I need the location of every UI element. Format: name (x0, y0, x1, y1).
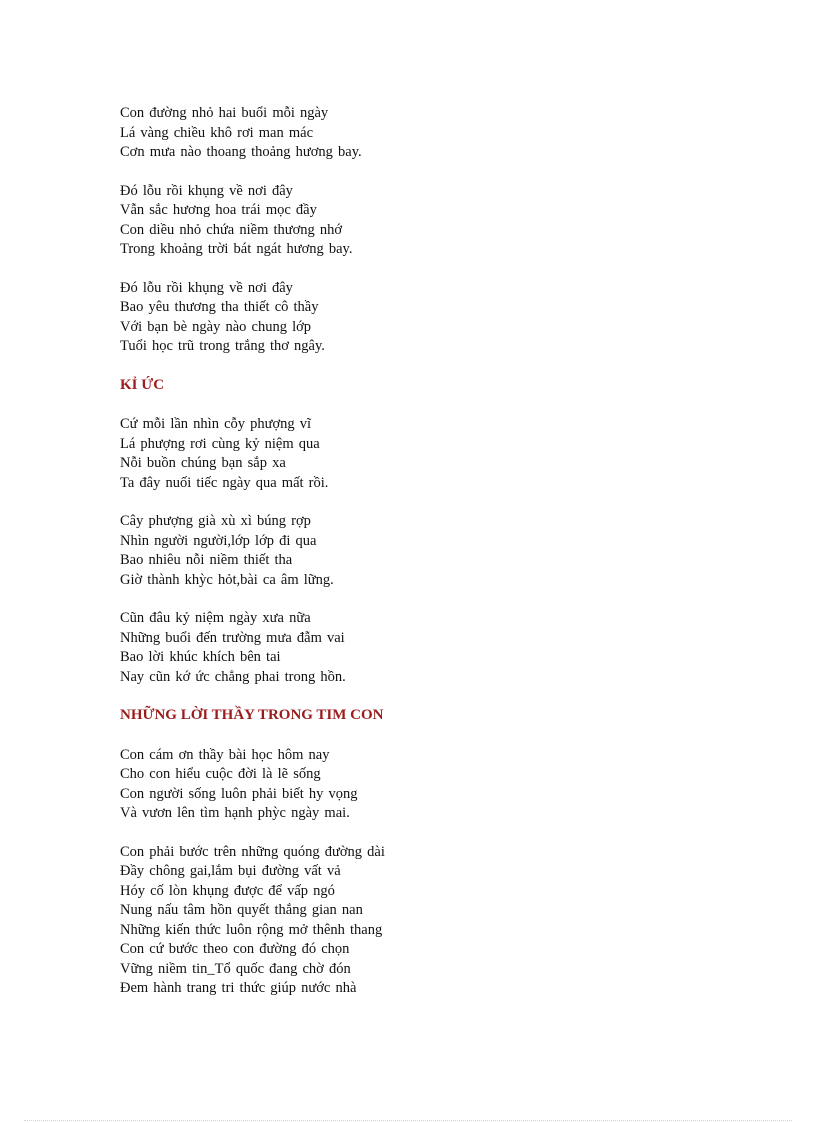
poem-line: Đó lỗu rồi khụng về nơi đây (120, 182, 293, 199)
poem-line: Hóy cố lòn khụng được để vấp ngó (120, 882, 335, 899)
poem-line: Bao lời khúc khích bên tai (120, 649, 281, 665)
poem-line: Lá vàng chiều khô rơi man mác (120, 124, 314, 141)
stanza (120, 512, 720, 590)
poem-line: Với bạn bè ngày nào chung lớp (120, 318, 312, 335)
poem-line: Những kiến thức luôn rộng mở thênh thang (120, 921, 383, 938)
poem-line: Con phải bước trên những quóng đường dài (120, 843, 385, 860)
poem-line: Cho con hiểu cuộc đời là lẽ sống (120, 766, 321, 782)
poem-line: Nỗi buồn chúng bạn sắp xa (120, 455, 286, 471)
stanza (120, 746, 720, 824)
poem-line: Bao nhiêu nỗi niềm thiết tha (120, 552, 293, 568)
poem-section-1 (120, 104, 720, 357)
poem-line: Đầy chông gai,lắm bụi đường vất vả (120, 863, 341, 879)
stanza (120, 609, 720, 687)
poem-line: Vững niềm tin_Tổ quốc đang chờ đón (120, 960, 351, 977)
poem-line: Đó lỗu rồi khụng về nơi đây (120, 279, 293, 296)
page-bottom-divider (24, 1120, 792, 1121)
poem-line: Con cứ bước theo con đường đó chọn (120, 941, 350, 957)
poem-line: Đem hành trang tri thức giúp nước nhà (120, 980, 357, 996)
poem-line: Tuổi học trũ trong trắng thơ ngây. (120, 338, 325, 354)
poem-line: Và vươn lên tìm hạnh phỳc ngày mai. (120, 805, 350, 821)
poem-line: Cũn đâu kỷ niệm ngày xưa nữa (120, 610, 311, 626)
poem-section-nhung-loi-thay (120, 706, 720, 999)
poem-line: Vẫn sắc hương hoa trái mọc đầy (120, 202, 317, 218)
poem-line: Ta đây nuối tiếc ngày qua mất rồi. (120, 474, 329, 491)
stanza (120, 182, 720, 260)
stanza (120, 843, 720, 999)
poem-line: Nung nấu tâm hồn quyết thắng gian nan (120, 902, 363, 918)
poem-line: Giờ thành khỳc hỏt,bài ca âm lững. (120, 571, 334, 588)
poem-line: Cây phượng già xù xì búng rợp (120, 513, 311, 529)
poem-line: Cơn mưa nào thoang thoảng hương bay. (120, 144, 362, 160)
poem-line: Những buổi đến trường mưa đẫm vai (120, 629, 345, 646)
stanza (120, 104, 720, 163)
poem-line: Con người sống luôn phải biết hy vọng (120, 785, 358, 802)
poem-line: Bao yêu thương tha thiết cô thầy (120, 299, 319, 315)
poem-line: Con diều nhỏ chứa niềm thương nhớ (120, 221, 343, 238)
poem-title: NHỮNG LỜI THẦY TRONG TIM CON (120, 707, 384, 723)
poem-line: Con cám ơn thầy bài học hôm nay (120, 746, 330, 763)
poem-line: Trong khoảng trời bát ngát hương bay. (120, 241, 353, 257)
poem-line: Con đường nhỏ hai buổi mỗi ngày (120, 105, 329, 121)
poem-line: Nay cũn kớ ức chẳng phai trong hồn. (120, 668, 346, 685)
poem-line: Nhìn người người,lớp lớp đi qua (120, 532, 317, 549)
stanza (120, 415, 720, 493)
poem-title: KỈ ỨC (120, 376, 165, 393)
poem-line: Lá phượng rơi cùng kỷ niệm qua (120, 435, 320, 452)
poem-document (120, 104, 720, 1018)
poem-line: Cứ mỗi lần nhìn cỗy phượng vĩ (120, 416, 312, 432)
stanza (120, 279, 720, 357)
poem-section-ki-uc (120, 376, 720, 688)
